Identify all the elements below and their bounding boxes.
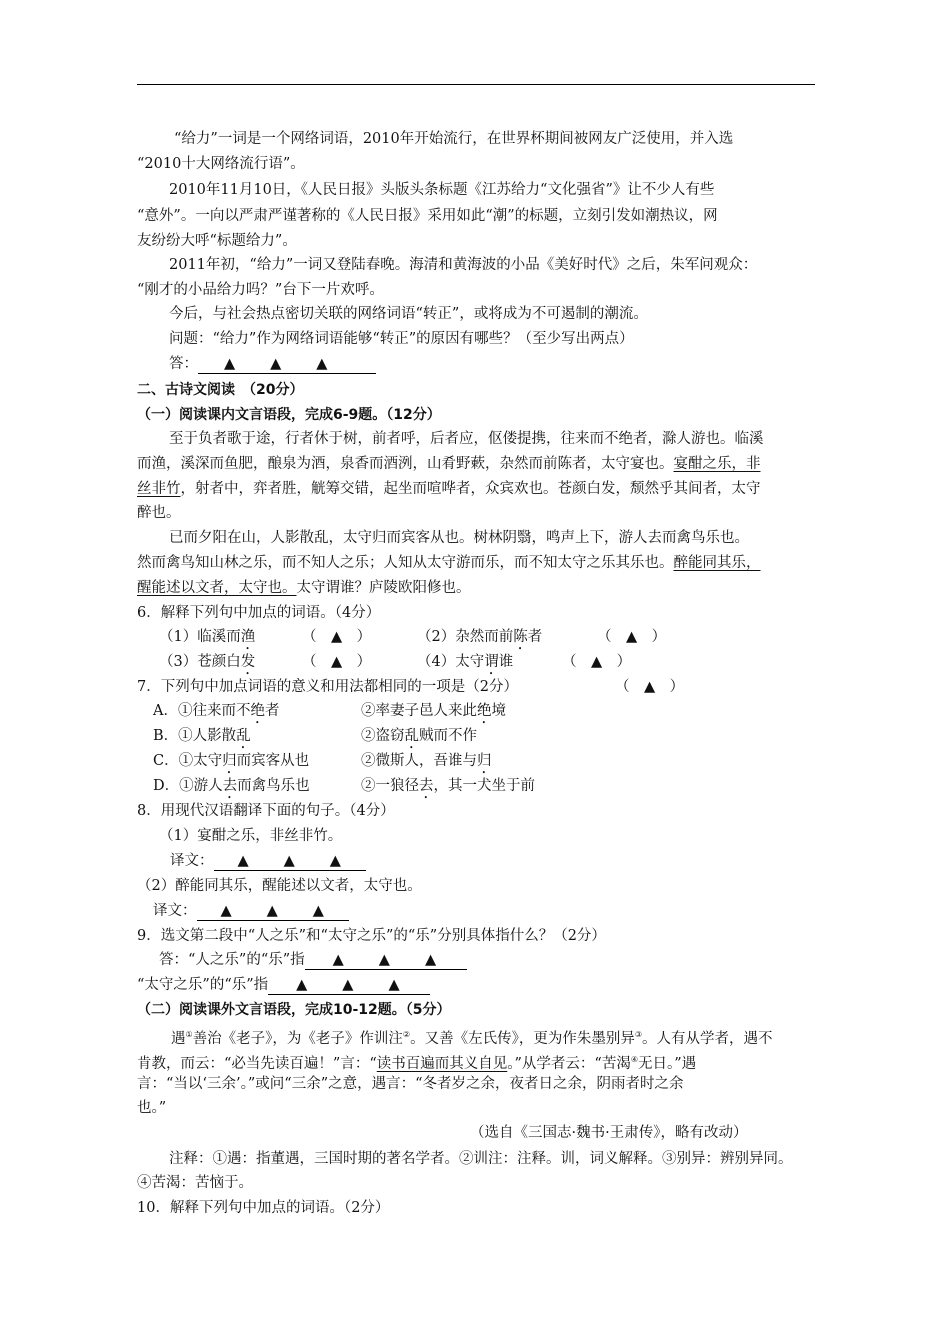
passage-paragraph-2a: 2010年11月10日，《人民日报》头版头条标题《江苏给力“文化强省”》让不少人有些 [169,182,715,198]
dotted-word: 归 [477,753,492,769]
footnote-marker: ④ [630,1055,638,1064]
q8-sentence-1: （1）宴酣之乐，非丝非竹。 [159,828,343,844]
passage-paragraph-3a: 2011年初，“给力”一词又登陆春晚。海清和黄海波的小品《美好时代》之后，朱军问观众： [169,257,758,273]
q6-item-2 [417,627,542,653]
classical-text-line-2 [137,454,827,474]
extract-text: 善治《老子》，为《老子》作训注 [192,1030,403,1047]
q6-item-3 [159,652,255,678]
dotted-word: 陈 [513,629,528,645]
dotted-word: 发 [240,654,256,670]
classical-text-line-6 [137,553,827,573]
q6-item-2-text: （2）杂然而前 [417,629,514,645]
q7-option-a-2-text: ②率妻子邑人来此 [361,703,477,719]
q7-option-c-1-tail: 而宾客从也 [236,753,310,769]
q7-option-b-2-text: ②盗窃 [361,728,405,744]
underlined-sentence-2b: 醒能述以文者，太守也。 [137,580,297,596]
q7-option-d-1 [153,776,310,802]
dotted-word: 谓 [484,654,499,670]
q7-option-a-2-tail: 境 [491,703,506,719]
q7-option-c-2-text: ②微斯人，吾谁与 [361,753,477,769]
dotted-word: 乱 [404,728,419,744]
classical-text-line-4: 醉也。 [137,505,181,521]
passage-paragraph-2b: “意外”。一向以严肃严谨著称的《人民日报》采用如此“潮”的标题，立刻引发如潮热议，网 [137,208,718,224]
dotted-word: 绝 [250,703,265,719]
q7-option-a-1 [153,701,279,727]
dotted-word: 归 [222,753,237,769]
part-2-title: （二）阅读课外文言语段，完成10-12题。（5分） [137,1002,451,1018]
underlined-sentence-1a: 宴酣之乐，非 [673,456,761,472]
q7-option-d-1-text: D．①游人 [153,778,223,794]
section-2-title: 二、古诗文阅读 （20分） [137,382,304,398]
answer-blank[interactable]: ▲ ▲ ▲ [198,355,376,374]
dotted-word: 渔 [240,629,256,645]
answer-line-5 [137,354,859,374]
classical-text-line-5: 已而夕阳在山，人影散乱，太守归而宾客从也。树林阴翳，鸣声上下，游人去而禽鸟乐也。 [169,530,749,546]
passage-paragraph-3b: “刚才的小品给力吗？”台下一片欢呼。 [137,282,384,298]
classical-text-line-7-plain: 太守谓谁？庐陵欧阳修也。 [296,580,471,596]
extract-line-2 [137,1050,827,1074]
passage-paragraph-2c: 友纷纷大呼“标题给力”。 [137,233,297,249]
translation-label: 译文： [153,903,197,919]
q7-option-a-1-tail: 者 [264,703,280,719]
part-1-title: （一）阅读课内文言语段，完成6-9题。（12分） [137,407,441,423]
q7-option-a-2 [361,701,506,727]
notes-line-1: 注释：①遇：指董遇，三国时期的著名学者。②训注：注释。训，词义解释。③别异：辨别异同。 [169,1151,793,1167]
q7-option-b-2-tail: 贼而不作 [419,728,477,744]
translation-blank-2[interactable]: ▲ ▲ ▲ [197,902,349,921]
q6-item-1 [159,627,255,653]
q8-translation-1 [137,851,860,871]
extract-text: 遇 [171,1030,186,1047]
q7-option-c-2 [361,751,492,777]
passage-paragraph-4: 今后，与社会热点密切关联的网络词语“转正”，或将成为不可遏制的潮流。 [169,306,648,322]
q9-answer-2 [137,975,827,995]
question-6-stem: 6．解释下列句中加点的词语。（4分） [137,605,381,621]
dotted-word: 乱 [236,728,251,744]
q7-option-d-2-text: ②一狼径 [361,778,419,794]
q7-option-b-1 [153,726,251,752]
extract-text: 。”从学者云：“苦渴 [507,1055,631,1072]
footnote-marker: ① [185,1030,193,1039]
q7-option-d-2 [361,776,535,802]
notes-line-2: ④苦渴：苦恼于。 [137,1175,253,1191]
translation-label: 译文： [170,853,214,869]
q7-option-b-1-text: B．①人影散 [153,728,237,744]
question-8-stem: 8．用现代汉语翻译下面的句子。（4分） [137,803,395,819]
extract-line-3: 言：“当以‘三余’。”或问“三余”之意，遇言：“冬者岁之余，夜者日之余，阴雨者时之余 [137,1076,684,1092]
q6-blank-2[interactable]: （ ▲ ） [597,629,667,645]
dotted-word: 去 [222,778,238,794]
answer-label: 答： [169,356,198,372]
q7-blank[interactable]: （ ▲ ） [615,679,685,695]
extract-text: 无日。”遇 [638,1055,697,1072]
classical-text-line-2-plain: 而渔，溪深而鱼肥，酿泉为酒，泉香而酒洌，山肴野蔌，杂然而前陈者，太守宴也。 [137,456,674,472]
q9-blank-1[interactable]: ▲ ▲ ▲ [305,951,467,970]
question-5: 问题：“给力”作为网络词语能够“转正”的原因有哪些？（至少写出两点） [169,331,634,347]
q6-item-3-text: （3）苍颜白 [159,654,241,670]
classical-text-line-1: 至于负者歌于途，行者休于树，前者呼，后者应，伛偻提携，往来而不绝者，滁人游也。临溪 [169,431,764,447]
question-7-stem: 7．下列句中加点词语的意义和用法都相同的一项是（2分） [137,679,518,695]
q6-item-4-tail: 谁 [498,654,514,670]
classical-text-line-7 [137,578,827,598]
question-7-stem-line [137,677,827,697]
q9-answer-2-label: “太守之乐”的“乐”指 [137,977,269,993]
q6-item-4-text: （4）太守 [417,654,485,670]
q9-answer-1-label: 答：“人之乐”的“乐”指 [159,952,305,968]
q7-option-c-1-text: C．①太守 [153,753,223,769]
extract-line-1 [137,1025,861,1049]
q6-blank-3[interactable]: （ ▲ ） [302,654,372,670]
q7-option-b-2 [361,726,477,752]
extract-text: 。人有从学者，遇不 [642,1030,773,1047]
extract-text: 。又善《左氏传》，更为作朱墨别异 [410,1030,635,1047]
extract-source: （选自《三国志·魏书·王肃传》，略有改动） [470,1125,748,1141]
q7-option-a-1-text: A．①往来而不 [153,703,251,719]
q9-blank-2[interactable]: ▲ ▲ ▲ [268,976,430,995]
footnote-marker: ③ [634,1030,643,1039]
passage-paragraph-1b: “2010十大网络流行语”。 [137,156,305,172]
passage-paragraph-1a: “给力”一词是一个网络词语，2010年开始流行，在世界杯期间被网友广泛使用，并入选 [174,131,734,147]
question-10-stem: 10．解释下列句中加点的词语。（2分） [137,1200,390,1216]
classical-text-line-6-plain: 然而禽鸟知山林之乐，而不知人之乐；人知从太守游而乐，而不知太守之乐其乐也。 [137,555,674,571]
q6-item-2-tail: 者 [527,629,543,645]
header-rule [137,84,815,85]
question-9-stem: 9．选文第二段中“人之乐”和“太守之乐”的“乐”分别具体指什么？（2分） [137,928,606,944]
q7-option-d-1-tail: 而禽鸟乐也 [237,778,310,794]
dotted-word: 绝 [477,703,492,719]
q7-option-d-2-tail: ，其一犬坐于前 [433,778,535,794]
underlined-sentence-3: 读书百遍而其义自见 [376,1055,508,1072]
q6-item-1-text: （1）临溪而 [159,629,241,645]
classical-text-line-3 [137,479,827,499]
extract-text: 肯教，而云：“必当先读百遍！”言：“ [137,1055,377,1072]
translation-blank-1[interactable]: ▲ ▲ ▲ [214,852,366,871]
dotted-word: 去 [419,778,434,794]
underlined-sentence-1b: 丝非竹 [137,481,181,497]
q6-blank-4[interactable]: （ ▲ ） [562,654,632,670]
classical-text-line-3-plain: ，射者中，弈者胜，觥筹交错，起坐而喧哗者，众宾欢也。苍颜白发，颓然乎其间者，太守 [180,481,761,497]
q8-translation-2 [137,901,843,921]
q7-option-c-1 [153,751,309,777]
underlined-sentence-2a: 醉能同其乐， [673,555,761,571]
q9-answer-1 [137,950,849,970]
q6-blank-1[interactable]: （ ▲ ） [302,629,372,645]
q8-sentence-2: （2）醉能同其乐，醒能述以文者，太守也。 [137,878,422,894]
extract-line-4: 也。” [137,1100,167,1116]
footnote-marker: ② [402,1030,411,1039]
q6-item-4 [417,652,513,678]
